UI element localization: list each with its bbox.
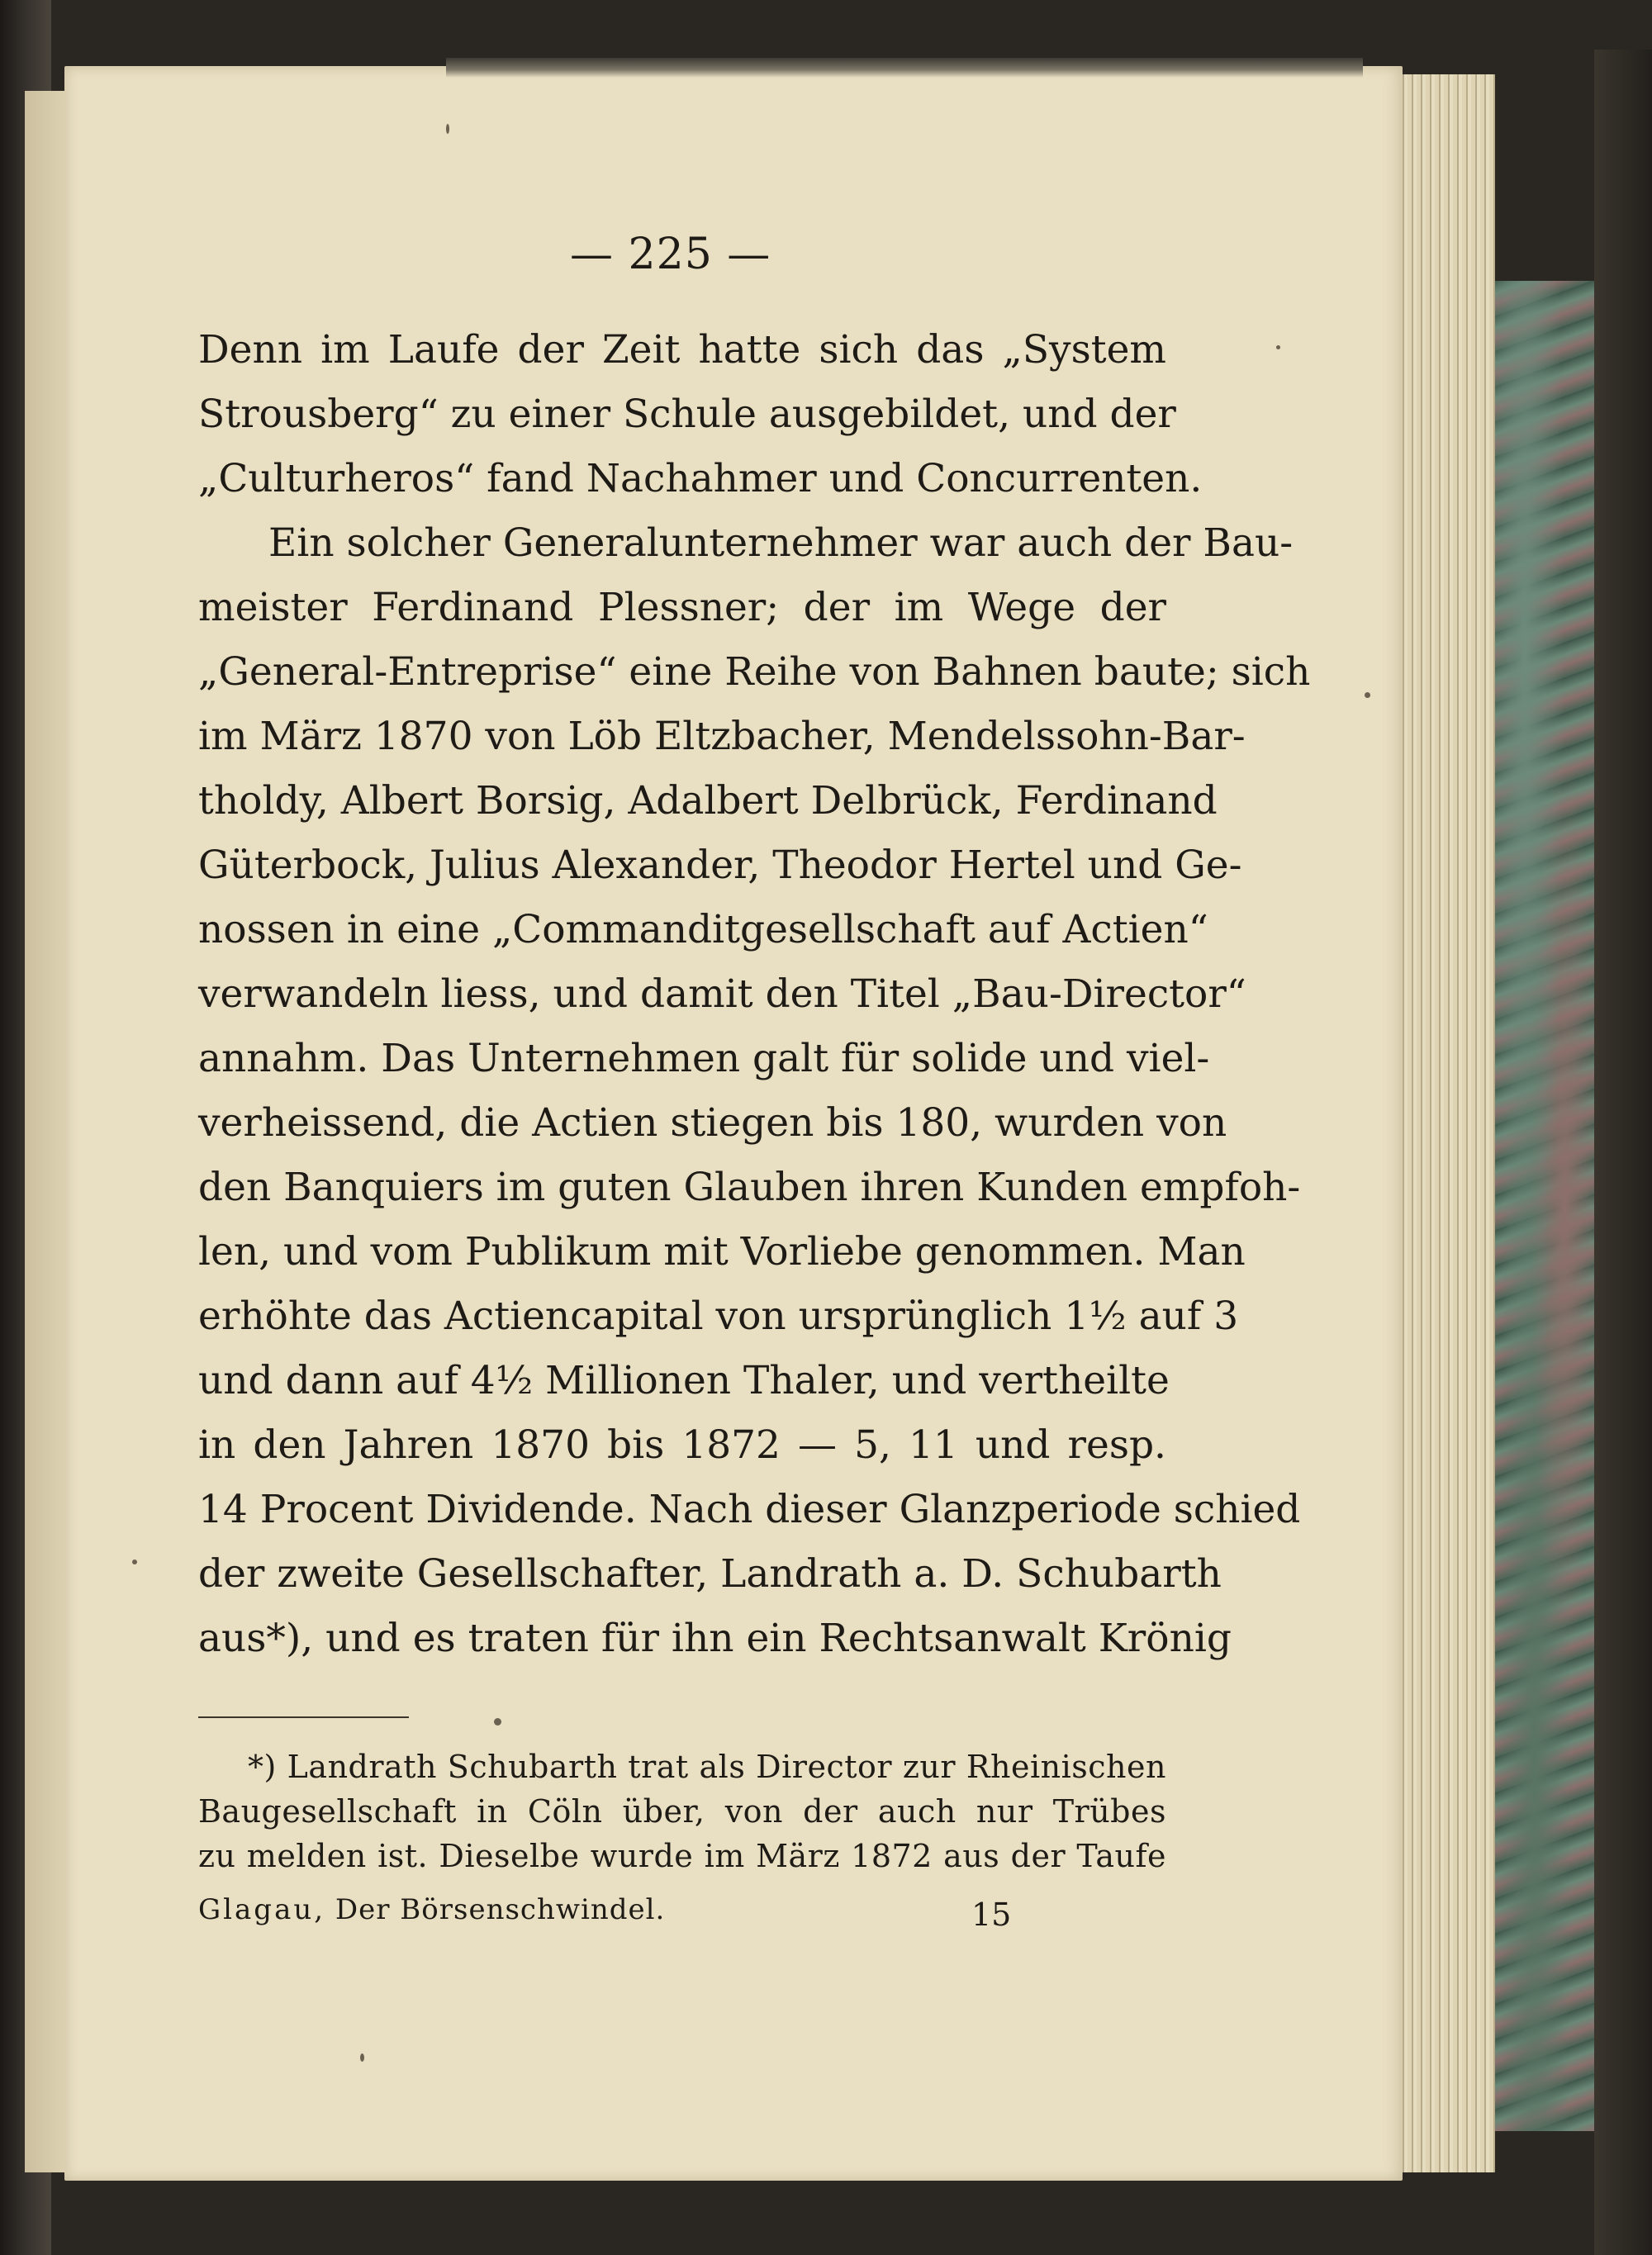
body-line: 14 Procent Dividende. Nach dieser Glanzperiode schied	[198, 1487, 1301, 1532]
paper-speck	[446, 124, 449, 134]
signature-title: Der Börsenschwindel.	[335, 1893, 666, 1926]
body-line: der zweite Gesellschafter, Landrath a. D. Schubarth	[198, 1551, 1222, 1597]
body-line: Ein solcher Generalunternehmer war auch der Bau-	[268, 520, 1294, 566]
previous-page-edge	[25, 91, 68, 2172]
paper-speck	[1365, 692, 1370, 698]
paper-speck	[360, 2053, 364, 2062]
page-number-header: — 225 —	[570, 230, 771, 279]
paper-speck	[494, 1718, 501, 1726]
footnote-line: zu melden ist. Dieselbe wurde im März 1872 aus der Taufe	[198, 1838, 1166, 1874]
body-line: meister Ferdinand Plessner; der im Wege der	[198, 585, 1166, 630]
footnote-divider	[198, 1716, 409, 1718]
body-line: in den Jahren 1870 bis 1872 — 5, 11 und resp.	[198, 1422, 1166, 1468]
paper-speck	[1276, 345, 1280, 349]
body-line: „Culturheros“ fand Nachahmer und Concurrenten.	[198, 456, 1203, 501]
body-line: Güterbock, Julius Alexander, Theodor Hertel und Ge-	[198, 843, 1242, 888]
body-line: erhöhte das Actiencapital von ursprünglich 1½ auf 3	[198, 1294, 1239, 1339]
body-line: „General-Entreprise“ eine Reihe von Bahnen baute; sich	[198, 649, 1311, 695]
body-line: im März 1870 von Löb Eltzbacher, Mendelssohn-Bar-	[198, 714, 1246, 759]
body-line: tholdy, Albert Borsig, Adalbert Delbrück, Ferdinand	[198, 778, 1218, 824]
body-line: den Banquiers im guten Glauben ihren Kunden empfoh-	[198, 1165, 1301, 1210]
body-line: Denn im Laufe der Zeit hatte sich das „System	[198, 327, 1166, 373]
signature-author: Glagau,	[198, 1893, 326, 1926]
sheet-signature-number: 15	[971, 1897, 1012, 1933]
body-line: nossen in eine „Commanditgesellschaft auf Actien“	[198, 907, 1208, 952]
page-top-edge	[446, 58, 1363, 78]
body-line: und dann auf 4½ Millionen Thaler, und vertheilte	[198, 1358, 1170, 1403]
body-line: annahm. Das Unternehmen galt für solide und viel-	[198, 1036, 1210, 1081]
body-line: verheissend, die Actien stiegen bis 180, wurden von	[198, 1100, 1227, 1146]
book-cover-right	[1594, 50, 1652, 2255]
footnote-line: Baugesellschaft in Cöln über, von der auch nur Trübes	[198, 1793, 1166, 1830]
footnote-line: *) Landrath Schubarth trat als Director zur Rheinischen	[248, 1749, 1166, 1785]
body-line: aus*), und es traten für ihn ein Rechtsanwalt Krönig	[198, 1616, 1232, 1661]
body-line: verwandeln liess, und damit den Titel „Bau-Director“	[198, 971, 1246, 1017]
paper-speck	[132, 1560, 137, 1564]
body-line: Strousberg“ zu einer Schule ausgebildet, und der	[198, 392, 1176, 437]
signature-line	[198, 1893, 665, 1926]
body-line: len, und vom Publikum mit Vorliebe genommen. Man	[198, 1229, 1246, 1275]
marbled-endpaper	[1495, 281, 1594, 2131]
